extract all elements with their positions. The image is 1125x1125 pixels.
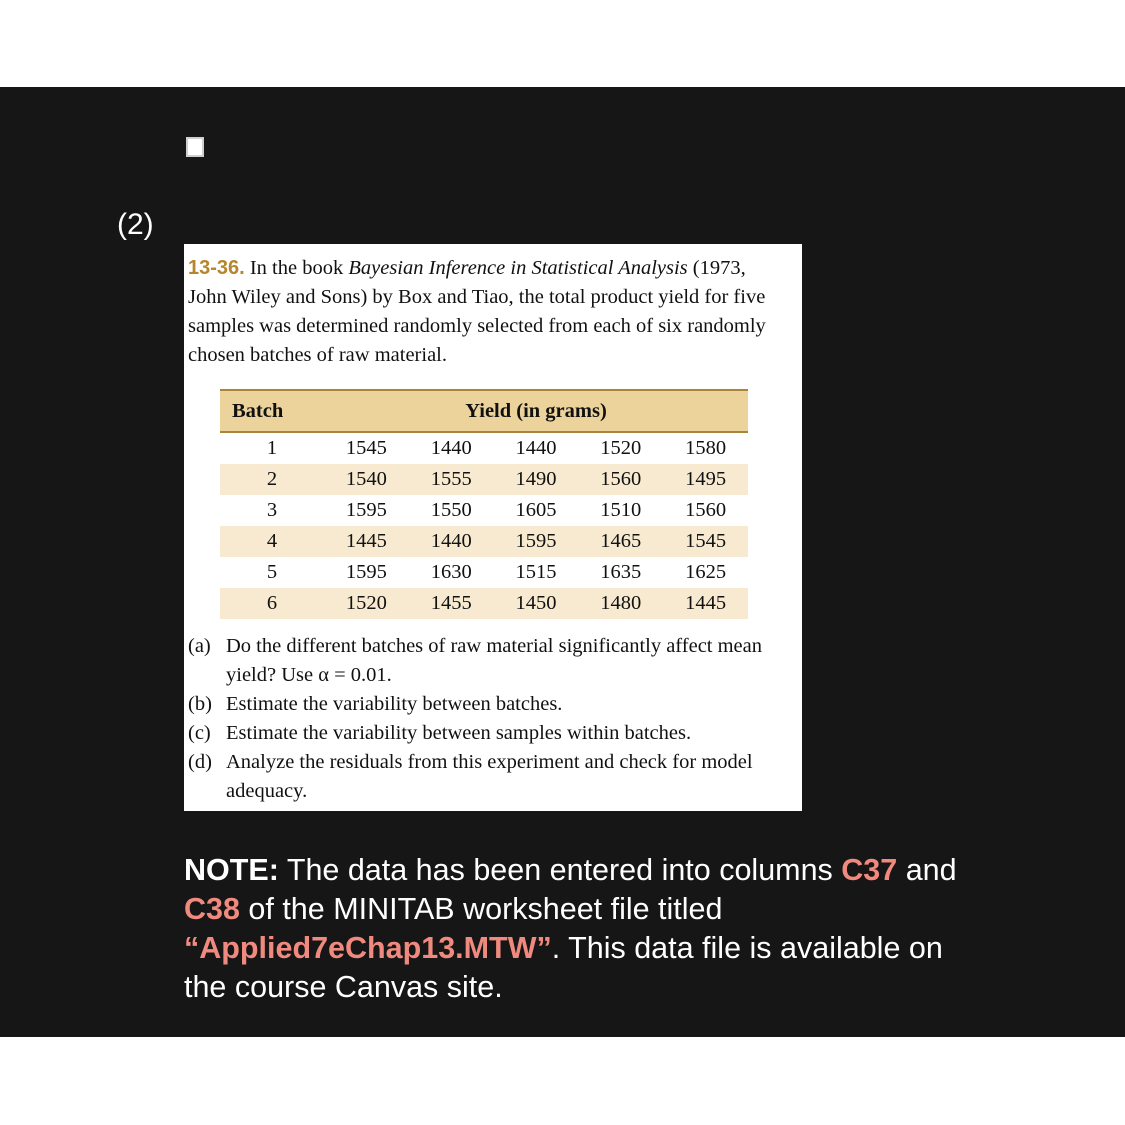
part-text: Analyze the residuals from this experiment and check for model adequacy. — [226, 751, 753, 802]
yield-cell: 1440 — [515, 437, 557, 459]
yield-cell: 1520 — [345, 592, 387, 614]
yield-cell: 1465 — [600, 530, 642, 552]
table-row — [220, 588, 748, 619]
note-text: The data has been entered into columns — [278, 853, 842, 887]
table-header-row — [220, 390, 748, 432]
yield-cell: 1550 — [430, 499, 472, 521]
yield-cell: 1510 — [600, 499, 642, 521]
yield-cell: 1495 — [685, 468, 727, 490]
note-text: . This data file is available on the course Canvas site. — [184, 931, 943, 1004]
batch-cell: 2 — [266, 468, 278, 490]
part-label: (b) — [188, 693, 212, 715]
batch-cell: 3 — [266, 499, 278, 521]
batch-header: Batch — [220, 390, 324, 432]
batch-cell: 4 — [266, 530, 278, 552]
yield-header: Yield (in grams) — [324, 390, 748, 432]
yield-cell: 1545 — [685, 530, 727, 552]
problem-card — [184, 244, 802, 811]
yield-cell: 1595 — [345, 499, 387, 521]
yield-cell: 1480 — [600, 592, 642, 614]
table-row — [220, 464, 748, 495]
part-label: (c) — [188, 722, 211, 744]
problem-number: 13-36. — [188, 257, 245, 279]
note-paragraph — [184, 851, 984, 1007]
item-number: (2) — [117, 208, 154, 241]
part-text: Estimate the variability between batches. — [226, 693, 563, 715]
yield-cell: 1455 — [430, 592, 472, 614]
checkbox[interactable] — [186, 137, 204, 157]
table-row — [220, 526, 748, 557]
yield-cell: 1635 — [600, 561, 642, 583]
yield-cell: 1595 — [515, 530, 557, 552]
note-text: and — [897, 853, 957, 887]
part-label: (a) — [188, 635, 211, 657]
yield-cell: 1445 — [685, 592, 727, 614]
table-row — [220, 495, 748, 526]
yield-cell: 1540 — [345, 468, 387, 490]
yield-cell: 1545 — [345, 437, 387, 459]
yield-cell: 1560 — [600, 468, 642, 490]
question-part — [188, 719, 792, 748]
yield-cell: 1560 — [685, 499, 727, 521]
book-title: Bayesian Inference in Statistical Analysis — [348, 257, 688, 279]
batch-cell: 1 — [266, 437, 278, 459]
batch-cell: 5 — [266, 561, 278, 583]
yield-cell: 1625 — [685, 561, 727, 583]
file-name: “Applied7eChap13.MTW” — [184, 931, 552, 965]
problem-intro — [188, 254, 788, 370]
yield-cell: 1450 — [515, 592, 557, 614]
part-text: Estimate the variability between samples within batches. — [226, 722, 692, 744]
yield-cell: 1555 — [430, 468, 472, 490]
yield-cell: 1515 — [515, 561, 557, 583]
yield-cell: 1595 — [345, 561, 387, 583]
part-label: (d) — [188, 751, 212, 773]
yield-table — [220, 389, 748, 619]
table-row — [220, 557, 748, 588]
column-c37: C37 — [841, 853, 898, 887]
note-text: of the MINITAB worksheet file titled — [239, 892, 723, 926]
question-part — [188, 690, 792, 719]
yield-cell: 1630 — [430, 561, 472, 583]
part-text: Do the different batches of raw material significantly affect mean yield? Use α = 0.01. — [226, 635, 763, 686]
batch-cell: 6 — [266, 592, 278, 614]
table-row — [220, 432, 748, 464]
note-label: NOTE: — [184, 853, 279, 887]
yield-cell: 1490 — [515, 468, 557, 490]
question-part — [188, 748, 792, 806]
yield-cell: 1445 — [345, 530, 387, 552]
yield-cell: 1520 — [600, 437, 642, 459]
yield-cell: 1605 — [515, 499, 557, 521]
question-parts — [188, 632, 792, 806]
yield-cell: 1440 — [430, 530, 472, 552]
question-part — [188, 632, 792, 690]
column-c38: C38 — [184, 892, 240, 926]
intro-text-1: In the book — [244, 257, 349, 279]
intro-text-2: (1973, John Wiley and Sons) by Box and Tiao, the total product yield for five samples was determined randomly selected from each of six randomly chosen batches of raw material. — [188, 257, 766, 366]
yield-cell: 1440 — [430, 437, 472, 459]
yield-cell: 1580 — [685, 437, 727, 459]
